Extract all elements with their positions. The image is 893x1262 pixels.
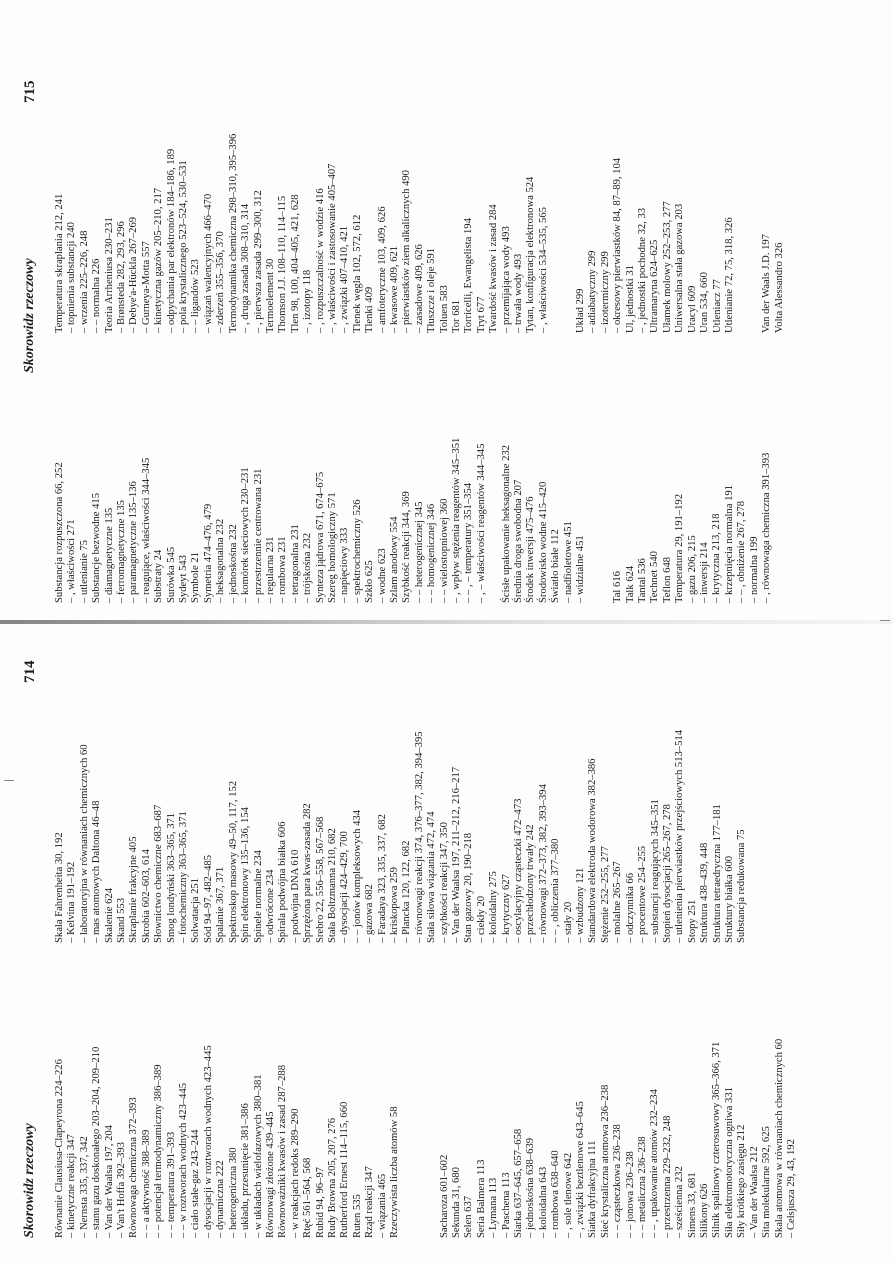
index-entry: Sydeyt 543 <box>178 555 190 603</box>
index-entry: – zderzeń 355–356, 370 <box>215 231 227 333</box>
entry-spacer <box>488 363 500 603</box>
index-entry: Spinele normalne 234 <box>252 850 264 943</box>
index-entry: Utlenianie 72, 75, 318, 326 <box>723 217 735 333</box>
index-entry: Teoria Arrheniusa 230–231 <box>103 217 115 333</box>
index-entry: – Celsjusza 29, 43, 192 <box>785 1139 797 1238</box>
index-entry: – szybkości reakcji 347, 350 <box>438 822 450 943</box>
index-entry: – – , obliczenia 377–380 <box>550 838 562 943</box>
index-entry: Solwatacja 251 <box>190 877 202 943</box>
index-entry: – odwrócone 234 <box>264 869 276 943</box>
entry-spacer <box>587 363 599 603</box>
index-entry: Struktury białka 600 <box>723 855 735 943</box>
index-entry: Twardość kwasów i zasad 284 <box>488 204 500 333</box>
index-entry: – przestrzennie centrowana 231 <box>252 468 264 603</box>
index-entry: Ułamek molowy 252–253, 277 <box>661 201 673 333</box>
index-entry: Układ 299 <box>575 288 587 333</box>
index-entry: Substraty 24 <box>153 549 165 603</box>
index-entry: Skala Fahrenheita 30, 192 <box>54 832 65 943</box>
index-entry: Struktura 438–439, 448 <box>699 842 711 943</box>
index-entry: – mas atomowych Daltona 46–48 <box>91 800 103 943</box>
index-entry: – układu, przesunięcie 381–386 <box>240 1103 252 1238</box>
entry-spacer <box>550 93 562 333</box>
index-entry: Środek inwersji 475–476 <box>525 496 537 603</box>
index-entry: Temperatura skraplania 212, 241 <box>54 193 65 333</box>
index-entry: – stanu gazu doskonałego 203–204, 209–210 <box>91 1046 103 1238</box>
page-divider <box>0 620 893 624</box>
index-entry: Równowagi złożone 439–445 <box>264 1111 276 1238</box>
index-entry: Sieć krystaliczna atomowa 236–238 <box>599 1084 611 1238</box>
index-entry: – Van der Waalsa 197, 211–212, 216–217 <box>451 766 462 943</box>
index-entry: Siły krótkiego zasięgu 212 <box>736 1124 748 1238</box>
index-entry: Utleniacz 77 <box>711 279 723 333</box>
page-number: 714 <box>22 660 38 683</box>
index-entry: – kinetyczne reakcji 347 <box>66 1134 78 1238</box>
index-entry: – komórek sieciowych 230–231 <box>240 467 252 603</box>
index-entry: – oscylacyjny cząsteczki 472–473 <box>513 798 525 943</box>
index-entry: Uracyl 609 <box>686 285 698 333</box>
index-entry: Van der Waals J.D. 197 <box>761 234 773 333</box>
index-entry: – – potencjał termodynamiczny 386–389 <box>153 1064 165 1238</box>
index-entry: Rząd reakcji 347 <box>364 1166 376 1238</box>
index-entry: – Plancka 120, 122, 682 <box>401 840 413 943</box>
index-entry: – laboratoryjna w równaniach chemicznych 60 <box>78 744 90 943</box>
index-entry: – zasadowe 409, 626 <box>413 244 425 333</box>
index-entry: – , właściwości 534–535, 565 <box>537 207 549 333</box>
index-entry: – sześcienna 232 <box>674 1166 686 1238</box>
index-entry: – w układach wielofazowych 380–381 <box>252 1074 264 1238</box>
index-entry: Skraplanie frakcyjne 405 <box>128 836 140 943</box>
index-entry: – , związki beztlenowe 643–645 <box>575 1101 587 1238</box>
index-entry: Tlenki 409 <box>364 286 376 333</box>
index-entry: Technet 540 <box>649 551 661 603</box>
index-entry: Talk 624 <box>624 565 636 603</box>
index-entry: Siła elektromotoryczna ogniwa 331 <box>723 1087 735 1238</box>
index-entry: – wrzenia 225–226, 248 <box>78 230 90 333</box>
index-entry: – ciekły 20 <box>475 895 487 943</box>
index-entry: Sekunda 31, 680 <box>450 1167 462 1238</box>
page-number: 715 <box>22 80 38 103</box>
index-entry: – podwójna DNA 610 <box>289 849 301 943</box>
scan-mark <box>4 780 14 781</box>
index-entry: Równanie Clausiusa-Clapeyrona 224–226 <box>54 1059 65 1238</box>
index-entry: Silnik spalinowy czterosuwowy 365–366, 371 <box>711 1041 723 1238</box>
index-entry: – Debye'a-Hückla 267–269 <box>128 216 140 333</box>
entry-spacer <box>563 93 575 333</box>
index-entry: Środowisko wodne 415–420 <box>537 481 549 603</box>
index-entry: Stan gazowy 20, 190–218 <box>463 832 475 943</box>
index-entry: Termoelement 30 <box>264 258 276 333</box>
index-entry: – Van't Hoffa 392–393 <box>116 1142 128 1238</box>
index-entry: Tytan, konfiguracja elektronowa 524 <box>525 176 537 333</box>
page-715-rotated-content <box>22 63 842 603</box>
index-entry: Siatka dyfrakcyjna 111 <box>587 1140 599 1238</box>
index-entry: – odpychania par elektronów 184–186, 189 <box>165 148 177 333</box>
index-entry: Tal 616 <box>612 571 624 603</box>
index-entry: – – wielostopniowej 360 <box>438 498 450 603</box>
index-entry: – paramagnetyczne 135–136 <box>128 481 140 603</box>
index-entry: – widzialne 451 <box>575 535 587 603</box>
index-entry: Szkło 625 <box>364 560 376 603</box>
index-entry: – Van der Waalsa 212 <box>748 1146 760 1238</box>
index-entry: – amfoteryczne 103, 409, 626 <box>376 206 388 333</box>
index-entry: Spirala podwójna białka 606 <box>277 821 289 943</box>
index-entry: – , właściwości 271 <box>66 519 78 603</box>
index-entry: Rudy Browna 205, 207, 276 <box>326 1117 338 1238</box>
index-entry: – Brønsteda 282, 293, 296 <box>116 221 128 333</box>
index-entry: Sacharoza 601–602 <box>438 1154 450 1238</box>
index-entry: – – heterogenicznej 345 <box>413 501 425 603</box>
index-entry: – przemijająca wody 493 <box>500 226 512 333</box>
index-entry: – rombowa 638–640 <box>550 1150 562 1238</box>
index-entry: – krytyczny 627 <box>500 874 512 943</box>
index-entry: – – , – temperatury 351–354 <box>463 482 475 603</box>
index-entry: Skalenie 624 <box>103 887 115 943</box>
index-entry: Ultramaryna 624–625 <box>649 239 661 333</box>
running-head: Skorowidz rzeczowy <box>22 1123 37 1238</box>
index-entry: – kwasowe 409, 621 <box>388 245 400 333</box>
index-entry: – , – właściwości reagentów 344–345 <box>475 443 487 603</box>
index-entry: – Lymana 113 <box>488 1177 500 1238</box>
index-entry: Spin elektronowy 135–136, 154 <box>240 807 252 943</box>
index-entry: – – temperatura 391–393 <box>165 1131 177 1238</box>
index-entry: – – a aktywność 388–389 <box>140 1129 152 1238</box>
index-entry: Substancja redukowana 75 <box>736 829 748 943</box>
index-column-left <box>54 958 798 1238</box>
index-entry: – , sole tlenowe 642 <box>562 1152 574 1238</box>
index-entry: – , wpływ stężenia reagentów 345–351 <box>451 437 462 603</box>
index-entry: – koloidalna 643 <box>537 1166 549 1238</box>
scan-mark <box>880 620 890 621</box>
index-column-left <box>54 363 774 603</box>
index-entry: Surówka 545 <box>165 546 177 603</box>
index-entry: – pierwiastków ziem alkalicznych 490 <box>401 170 413 333</box>
index-entry: Symbole 21 <box>190 552 202 603</box>
index-entry: – , rozpuszczalność w wodzie 416 <box>314 188 326 333</box>
index-column-right <box>54 653 749 943</box>
index-entry: – kriskopowa 259 <box>388 867 400 943</box>
index-entry: Stopień dysocjacji 265–267, 278 <box>661 804 673 943</box>
index-entry: Szybkość reakcji 344, 369 <box>401 491 413 603</box>
index-entry: – okresowy pierwiastków 84, 87–89, 104 <box>612 157 624 333</box>
index-entry: – wodne 623 <box>376 548 388 603</box>
index-entry: – izotermiczny 299 <box>599 251 611 333</box>
index-entry: – – , obniżenie 267, 278 <box>736 500 748 603</box>
index-entry: Sita molekularne 592, 625 <box>761 1126 773 1238</box>
index-entry: – fotochemiczny 363–365, 371 <box>178 811 190 943</box>
index-entry: – wzbudzony 121 <box>575 867 587 943</box>
index-entry: Sprzężona para kwas-zasada 282 <box>302 803 314 943</box>
index-entry: – spektrochemiczny 526 <box>351 499 363 603</box>
index-entry: Standardowa elektroda wodorowa 382–386 <box>587 758 599 943</box>
index-entry: Uniwersalna stała gazowa 203 <box>674 203 686 333</box>
index-entry: – Van der Waalsa 197, 204 <box>103 1125 115 1238</box>
index-entry: Tryt 677 <box>475 296 487 333</box>
index-entry: – , związki 407–410, 421 <box>339 225 351 333</box>
index-entry: Rubid 94, 96–97 <box>314 1167 326 1238</box>
index-entry: Torricelli, Ewangelista 194 <box>463 218 475 333</box>
index-entry: Równoważniki kwasów i zasad 287–288 <box>277 1064 289 1238</box>
index-entry: – trwała wody 493 <box>513 253 525 333</box>
index-entry: Seria Balmera 113 <box>475 1159 487 1238</box>
index-entry: Stała Boltzmanna 210, 682 <box>326 828 338 943</box>
entry-spacer <box>414 958 426 1238</box>
index-entry: Stężenie 252–255, 277 <box>599 846 611 943</box>
index-entry: – przechłodzony trwały 242 <box>525 824 537 943</box>
index-entry: Tlenek węgla 102, 572, 612 <box>351 214 363 333</box>
index-entry: – trójskośna 232 <box>302 532 314 603</box>
index-entry: – jednoskośna 638–639 <box>525 1137 537 1238</box>
index-entry: – – homogenicznej 346 <box>426 503 438 603</box>
index-entry: Thomson J.J. 108–110, 114–115 <box>277 195 289 333</box>
index-entry: – dysocjacji 424–429, 700 <box>339 831 351 943</box>
index-entry: – Faradaya 323, 335, 337, 682 <box>376 814 388 943</box>
entry-spacer <box>736 93 748 333</box>
index-entry: – heterogeniczna 380 <box>227 1147 239 1238</box>
index-entry: Rzeczywista liczba atomów 58 <box>388 1106 400 1238</box>
index-entry: Szlam anodowy 554 <box>388 516 400 603</box>
index-entry: Substancja rozpuszczona 66, 252 <box>54 462 65 603</box>
index-entry: Toluen 583 <box>438 285 450 333</box>
index-entry: – – w roztworach wodnych 423–445 <box>178 1082 190 1238</box>
index-entry: Szereg homologiczny 571 <box>326 492 338 603</box>
index-entry: Simens 33, 681 <box>686 1172 698 1238</box>
index-entry: Selen 637 <box>463 1195 475 1238</box>
index-entry: Skrobia 602–603, 614 <box>140 849 152 943</box>
index-entry: – , pierwsza zasada 299–300, 312 <box>252 190 264 333</box>
index-entry: Światło białe 112 <box>550 529 562 603</box>
index-entry: – , jednostki pochodne 32, 33 <box>637 207 649 333</box>
index-entry: – kinetyczna gazów 205–210, 217 <box>153 187 165 333</box>
index-entry: Substancje bezwodne 415 <box>91 492 103 603</box>
index-entry: – procentowe 254–255 <box>637 845 649 943</box>
index-entry: – – jonowa 236–238 <box>624 1151 636 1238</box>
index-entry: – diamagnetyczne 135 <box>103 507 115 603</box>
index-entry: – jednoskośna 232 <box>227 524 239 603</box>
index-entry: – ciało stałe-gaz 243–244 <box>190 1129 202 1238</box>
index-entry: – regularna 231 <box>264 536 276 603</box>
index-entry: Tor 681 <box>451 299 462 333</box>
running-head: Skorowidz rzeczowy <box>22 258 37 373</box>
index-entry: – reagujące, właściwości 344–345 <box>140 457 152 603</box>
index-entry: – krytyczna 213, 218 <box>711 513 723 603</box>
index-entry: – Nernsta 335, 337, 342 <box>78 1136 90 1238</box>
index-entry: Silikony 626 <box>699 1183 711 1238</box>
index-entry: Srebro 22, 556–558, 567–568 <box>314 816 326 943</box>
index-entry: – – , upakowanie atomów 232–234 <box>649 1089 661 1238</box>
index-entry: – tetragonalna 231 <box>289 524 301 603</box>
index-entry: – – ligandów 523 <box>190 259 202 333</box>
index-entry: – normalna 199 <box>748 536 760 603</box>
index-entry: – rombowa 231 <box>277 536 289 603</box>
index-entry: Skala atomowa w równaniach chemicznych 60 <box>773 1038 785 1238</box>
index-entry: Symetria 474–476, 479 <box>202 503 214 603</box>
index-entry: – , właściwości i zastosowanie 405–407 <box>326 163 338 333</box>
index-entry: – adiabatyczny 299 <box>587 250 599 333</box>
index-entry: – , izotopy 118 <box>302 269 314 333</box>
index-entry: – stały 20 <box>562 901 574 943</box>
index-entry: Siarka 637–645, 657–658 <box>512 1128 524 1238</box>
index-entry: – pola krystalicznego 523–524, 530–531 <box>178 160 190 333</box>
index-entry: – – normalna 226 <box>91 258 103 333</box>
index-entry: – – metaliczna 236–238 <box>637 1136 649 1238</box>
page-715 <box>0 48 893 608</box>
index-entry: Średnia droga swobodna 207 <box>513 479 525 603</box>
index-entry: Rutherford Ernest 114–115, 660 <box>339 1101 351 1238</box>
index-entry: – równowagi reakcji 374, 376–377, 382, 394–395 <box>413 731 425 943</box>
index-entry: Uran 534, 660 <box>699 272 711 333</box>
index-entry: Termodynamika chemiczna 298–310, 395–396 <box>227 133 239 333</box>
index-entry: – nadfioletowe 451 <box>562 521 574 603</box>
index-entry: – w reakcjach redoks 289–290 <box>289 1108 301 1238</box>
index-entry: – dysocjacji w roztworach wodnych 423–445 <box>202 1045 214 1238</box>
index-entry: – – jonów kompleksowych 434 <box>351 809 363 943</box>
index-entry: Rtęć 561–564, 568 <box>302 1157 314 1238</box>
index-entry: – inwersji 214 <box>699 542 711 603</box>
page-714 <box>0 640 893 1240</box>
index-entry: – , druga zasada 308–310, 314 <box>240 203 252 333</box>
index-entry: Synteza jądrowa 671, 674–675 <box>314 471 326 603</box>
index-entry: – , równowaga chemiczna 391–393 <box>761 452 773 603</box>
index-entry: – ferromagnetyczne 135 <box>116 500 128 603</box>
index-entry: Tantal 536 <box>637 558 649 603</box>
index-entry: Tłuszcze i oleje 591 <box>426 247 438 333</box>
index-entry: Stopy 251 <box>686 899 698 943</box>
index-entry: Ruten 535 <box>351 1194 363 1238</box>
index-entry: – substancji reagujących 345–351 <box>649 799 661 943</box>
index-entry: – heksagonalna 232 <box>215 518 227 603</box>
index-entry: Skand 553 <box>116 897 128 943</box>
index-entry: Volta Alessandro 326 <box>773 242 785 333</box>
index-entry: Słownictwo chemiczne 683–687 <box>153 804 165 943</box>
index-entry: – gazu 206, 215 <box>686 535 698 603</box>
index-entry: Temperatura 29, 191–192 <box>674 494 686 603</box>
index-entry: Równowaga chemiczna 372–393 <box>128 1097 140 1238</box>
index-entry: – równowagi 372–373, 382, 393–394 <box>537 784 549 943</box>
index-entry: – wiązania 465 <box>376 1173 388 1238</box>
index-entry: Struktura tetraedryczna 177–181 <box>711 804 723 943</box>
index-entry: – gazowa 682 <box>364 884 376 943</box>
index-entry: Teflon 648 <box>661 556 673 603</box>
index-entry: – koloidalny 275 <box>488 871 500 943</box>
entry-spacer <box>749 93 761 333</box>
index-entry: – Kelvina 191–192 <box>66 861 78 943</box>
index-entry: Tlen 98, 100, 404–405, 421, 628 <box>289 194 301 333</box>
index-entry: – – cząsteczkowa 236–238 <box>612 1124 624 1238</box>
index-entry: Spalanie 367, 371 <box>215 866 227 943</box>
entry-spacer <box>600 363 612 603</box>
index-entry: – przestrzenna 229–232, 248 <box>661 1115 673 1238</box>
index-entry: – wiązań walencyjnych 466–470 <box>202 193 214 333</box>
index-entry: Ścisłe upakowanie heksagonalne 232 <box>500 445 512 603</box>
index-entry: – Paschena 113 <box>500 1172 512 1238</box>
index-entry: – topnienia substancji 240 <box>66 222 78 333</box>
index-entry: Sód 94–97, 482–485 <box>202 855 214 943</box>
entry-spacer <box>426 958 438 1238</box>
index-entry: – Gurneya-Motta 557 <box>140 241 152 333</box>
index-entry: – utlenianie 75 <box>78 540 90 603</box>
index-entry: – napięciowy 333 <box>339 527 351 603</box>
index-entry: – odczynnika 66 <box>624 872 636 943</box>
page-714-rotated-content <box>22 648 842 1238</box>
index-column-right <box>54 93 786 333</box>
index-entry: – krzepnięcia normalna 191 <box>723 485 735 603</box>
index-entry: Ul, jednostki 31 <box>624 265 636 333</box>
index-entry: Stała siłowa wiązania 472, 474 <box>426 811 438 943</box>
index-entry: – utlenienia pierwiastków przejściowych 513–514 <box>674 730 686 943</box>
entry-spacer <box>401 958 413 1238</box>
index-entry: – dynamiczna 222 <box>215 1160 227 1238</box>
index-entry: – molalne 265–267 <box>612 861 624 943</box>
index-entry: Smog londyński 363–365, 371 <box>165 812 177 943</box>
index-entry: Spektroskop masowy 49–50, 117, 152 <box>227 780 239 943</box>
